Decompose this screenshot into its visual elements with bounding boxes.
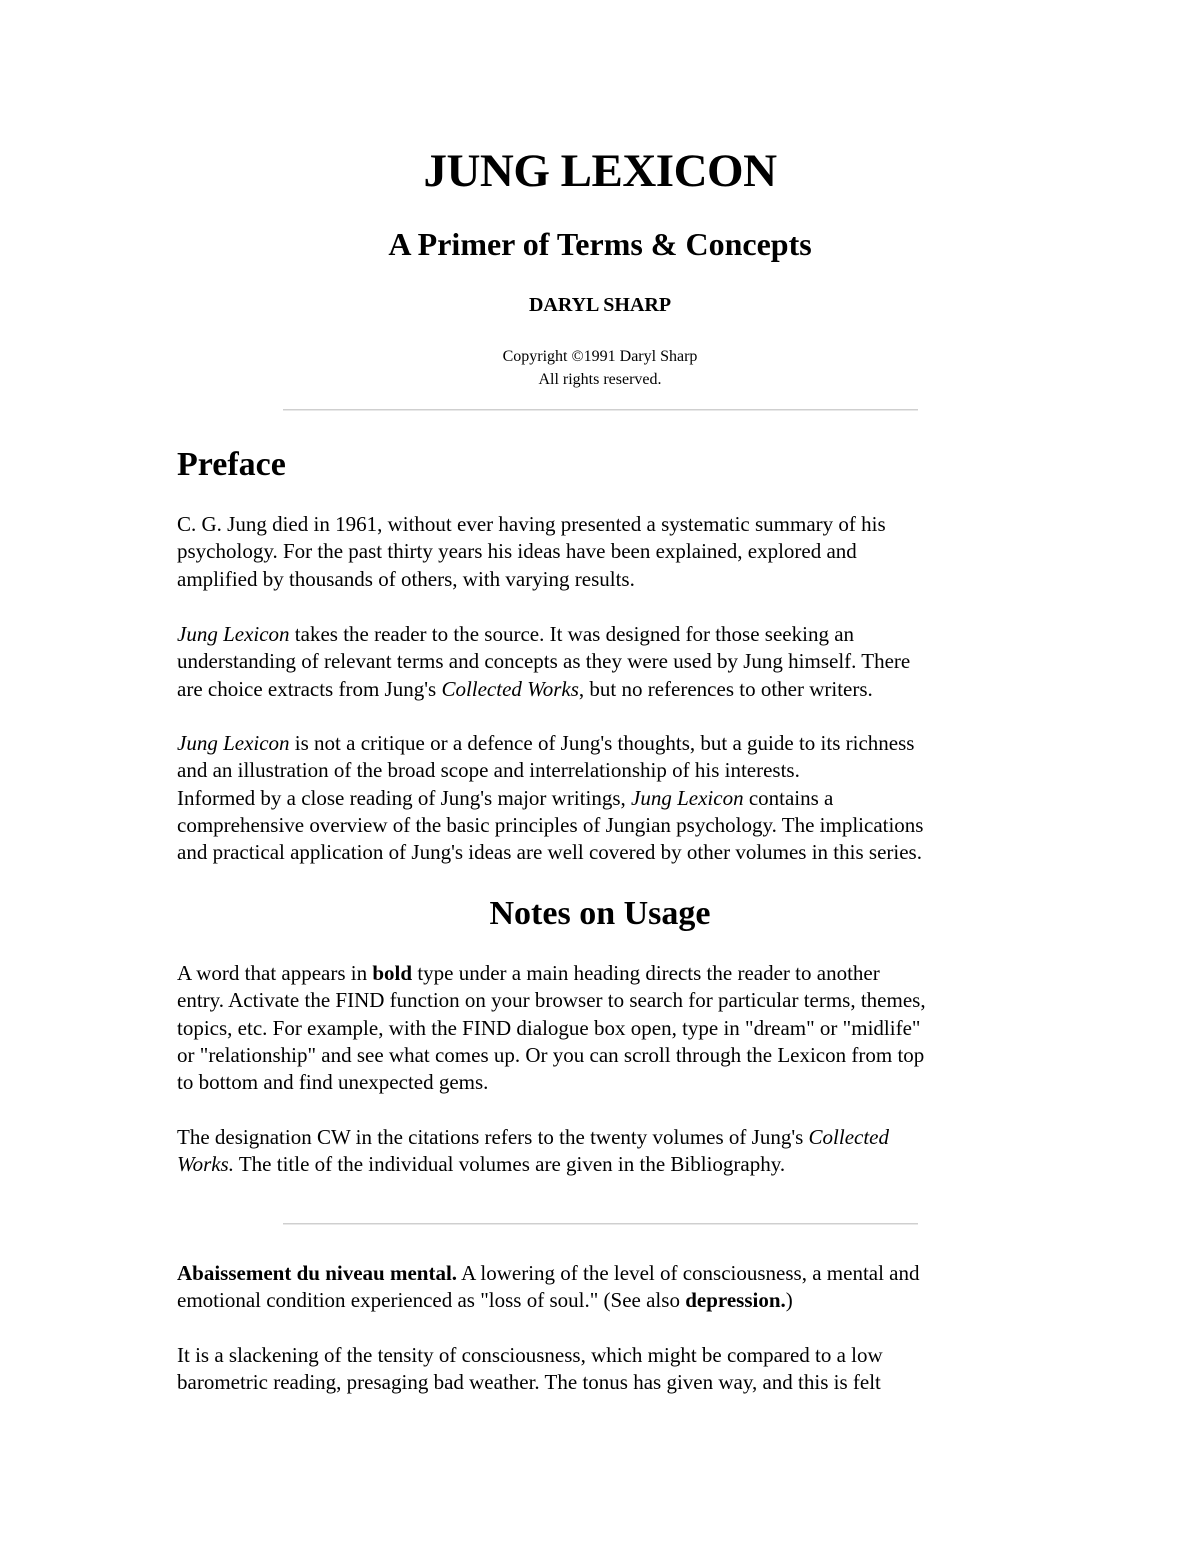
text-run: takes the reader to the source. It was designed for those seeking an <box>289 622 855 646</box>
usage-heading: Notes on Usage <box>489 895 711 932</box>
text-run: Informed by a close reading of Jung's major writings, <box>177 785 632 810</box>
text-run: , but no references to other writers. <box>578 676 873 701</box>
book-title: JUNG LEXICON <box>423 145 777 197</box>
book-title-italic: Jung Lexicon <box>177 622 290 646</box>
text-line: entry. Activate the FIND function on your browser to search for particular terms, themes, <box>177 988 926 1013</box>
collected-works-italic: Collected <box>808 1125 890 1149</box>
text-run: A word that appears in <box>177 961 373 985</box>
text-line <box>177 676 1023 703</box>
rights-line: All rights reserved. <box>538 371 662 388</box>
text-run: ) <box>785 1288 793 1313</box>
copyright-line: Copyright ©1991 Daryl Sharp <box>502 348 698 365</box>
text-run: contains a <box>743 785 834 810</box>
text-run: type under a main heading directs the reader to another <box>412 961 880 985</box>
bold-example: bold <box>372 961 413 985</box>
text-line <box>177 1287 1023 1314</box>
text-line: and practical application of Jung's ideas are well covered by other volumes in this series. <box>177 840 922 865</box>
horizontal-divider <box>283 1223 918 1225</box>
preface-paragraph-2 <box>177 621 1023 703</box>
horizontal-divider <box>283 409 918 411</box>
text-run: The designation CW in the citations refers to the twenty volumes of Jung's <box>177 1125 809 1149</box>
lexicon-entry <box>177 1260 1023 1315</box>
book-subtitle: A Primer of Terms & Concepts <box>388 226 812 262</box>
text-line <box>177 621 1023 648</box>
text-line <box>177 1124 1023 1151</box>
text-line: C. G. Jung died in 1961, without ever having presented a systematic summary of his <box>177 512 886 536</box>
book-author: DARYL SHARP <box>528 294 672 316</box>
usage-paragraph-1 <box>177 960 1023 1096</box>
text-line: comprehensive overview of the basic principles of Jungian psychology. The implications <box>177 812 924 837</box>
text-run: are choice extracts from Jung's <box>177 676 442 701</box>
entry-paragraph <box>177 1342 1023 1397</box>
text-line: to bottom and find unexpected gems. <box>177 1070 489 1095</box>
text-line <box>177 1151 1023 1178</box>
collected-works-italic: Works. <box>177 1152 234 1177</box>
book-title-italic: Jung Lexicon <box>177 731 290 755</box>
text-line: understanding of relevant terms and concepts as they were used by Jung himself. There <box>177 649 911 674</box>
text-line <box>177 785 1023 812</box>
cross-reference-term: depression. <box>685 1288 786 1313</box>
text-line: or "relationship" and see what comes up. Or you can scroll through the Lexicon from top <box>177 1042 925 1067</box>
usage-paragraph-2 <box>177 1124 1023 1179</box>
text-run: The title of the individual volumes are given in the Bibliography. <box>233 1152 786 1177</box>
text-line: psychology. For the past thirty years his ideas have been explained, explored and <box>177 539 857 564</box>
preface-paragraph-1 <box>177 511 1023 593</box>
text-line: topics, etc. For example, with the FIND dialogue box open, type in "dream" or "midlife" <box>177 1015 921 1040</box>
text-line: amplified by thousands of others, with varying results. <box>177 566 635 591</box>
text-run: is not a critique or a defence of Jung's thoughts, but a guide to its richness <box>289 731 915 755</box>
text-line: It is a slackening of the tensity of consciousness, which might be compared to a low <box>177 1343 883 1367</box>
text-line <box>177 960 1023 987</box>
text-line: and an illustration of the broad scope and interrelationship of his interests. <box>177 758 800 783</box>
preface-heading: Preface <box>177 446 286 483</box>
text-line <box>177 1260 1023 1287</box>
collected-works-italic: Collected Works <box>441 676 579 701</box>
preface-paragraph-3 <box>177 730 1023 866</box>
text-line: barometric reading, presaging bad weather. The tonus has given way, and this is felt <box>177 1370 881 1395</box>
text-run: emotional condition experienced as "loss of soul." (See also <box>177 1288 686 1313</box>
entry-term: Abaissement du niveau mental. <box>177 1261 458 1285</box>
text-line <box>177 730 1023 757</box>
text-run: A lowering of the level of consciousness, a mental and <box>457 1261 920 1285</box>
copyright-notice <box>177 345 1023 391</box>
book-title-italic: Jung Lexicon <box>631 785 744 810</box>
